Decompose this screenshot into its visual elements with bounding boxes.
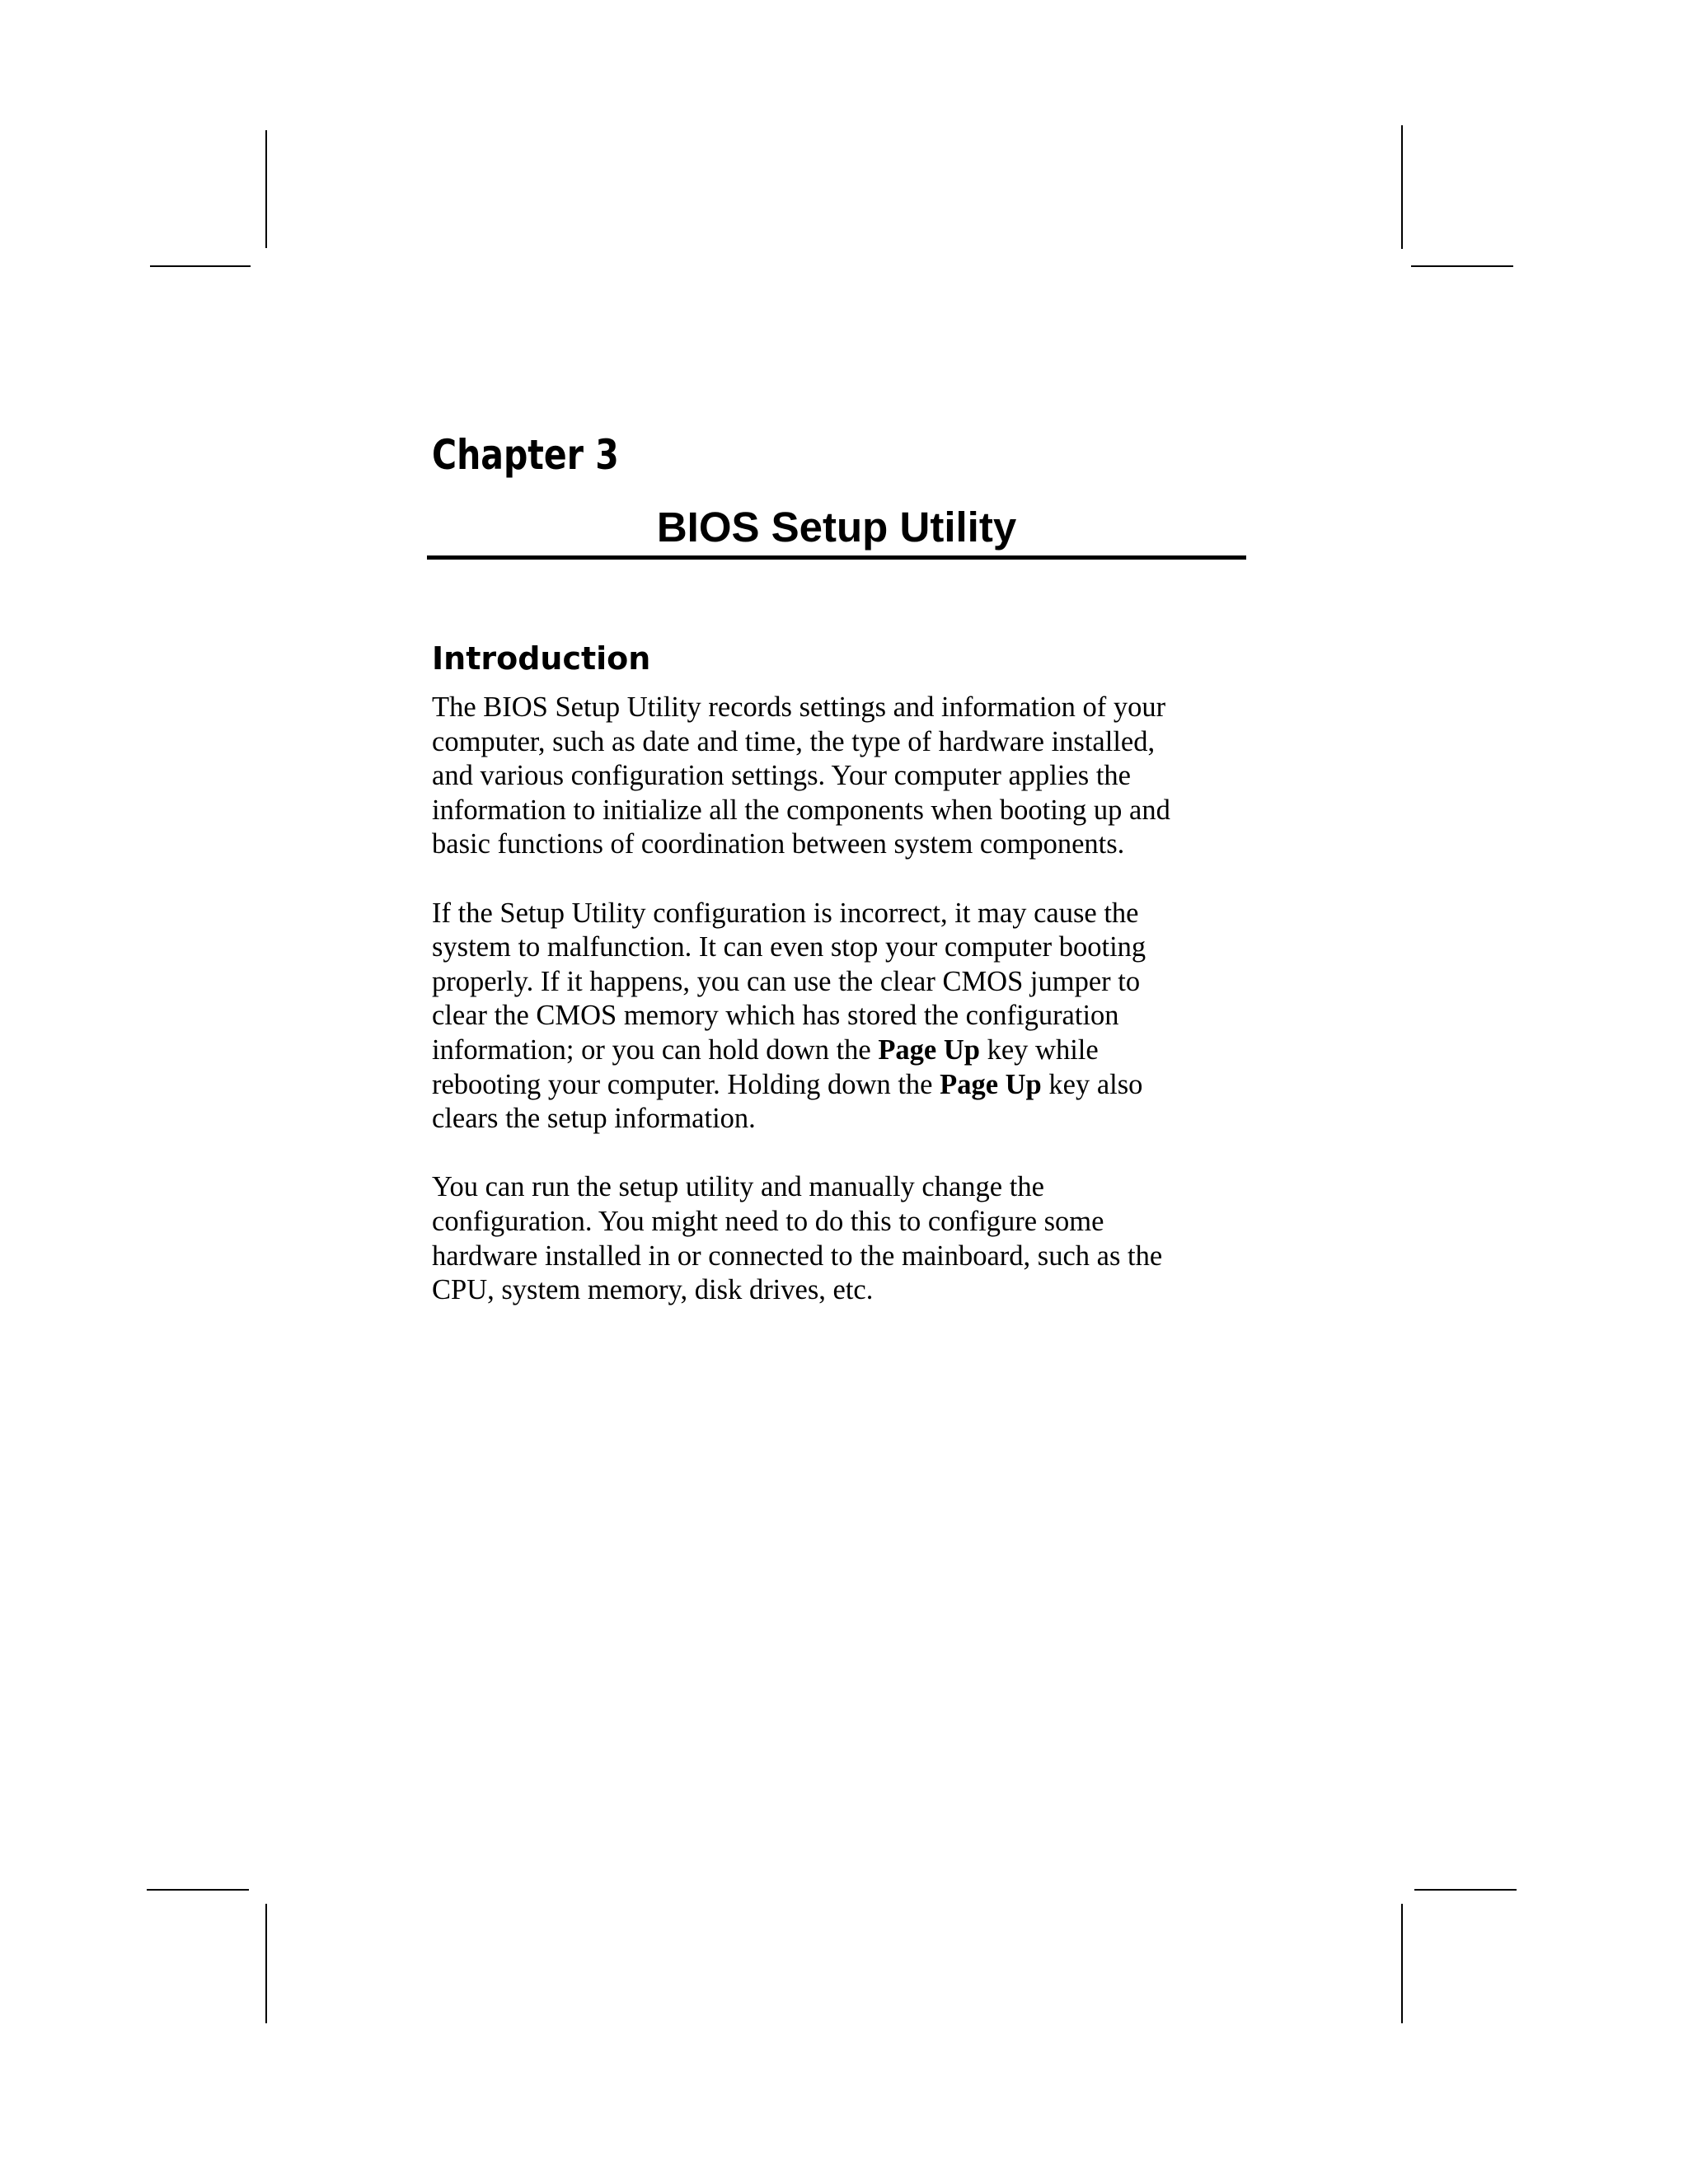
text-line xyxy=(432,1033,1256,1068)
paragraph-3 xyxy=(432,1170,1256,1307)
text-line: If the Setup Utility configuration is incorrect, it may cause the xyxy=(432,897,1139,929)
text-line: hardware installed in or connected to the mainboard, such as the xyxy=(432,1240,1163,1272)
crop-mark-top-left-horizontal xyxy=(150,265,251,267)
crop-mark-bottom-left-vertical xyxy=(265,1904,267,2023)
text-fragment: key also xyxy=(1041,1068,1143,1100)
crop-mark-bottom-left-horizontal xyxy=(147,1889,249,1891)
text-line: information to initialize all the components when booting up and xyxy=(432,794,1170,826)
text-fragment: key while xyxy=(979,1033,1099,1066)
crop-mark-bottom-right-vertical xyxy=(1401,1904,1403,2023)
text-line: CPU, system memory, disk drives, etc. xyxy=(432,1274,874,1306)
crop-mark-top-right-horizontal xyxy=(1411,265,1513,267)
text-line: clear the CMOS memory which has stored the configuration xyxy=(432,1000,1119,1032)
chapter-label: Chapter 3 xyxy=(432,431,619,479)
key-name-page-up: Page Up xyxy=(878,1033,980,1066)
key-name-page-up: Page Up xyxy=(940,1068,1042,1100)
text-fragment: rebooting your computer. Holding down the xyxy=(432,1068,940,1100)
text-line: You can run the setup utility and manually change the xyxy=(432,1171,1044,1203)
title-underline-rule xyxy=(427,555,1246,560)
chapter-title: BIOS Setup Utility xyxy=(656,504,1017,551)
text-line: basic functions of coordination between system components. xyxy=(432,828,1125,860)
section-heading: Introduction xyxy=(432,640,651,677)
crop-mark-bottom-right-horizontal xyxy=(1414,1889,1517,1891)
text-line: clears the setup information. xyxy=(432,1103,756,1135)
crop-mark-top-right-vertical xyxy=(1401,125,1403,249)
text-line xyxy=(432,1068,1256,1103)
text-line: and various configuration settings. Your computer applies the xyxy=(432,760,1131,792)
text-line: system to malfunction. It can even stop your computer booting xyxy=(432,931,1146,963)
text-line: The BIOS Setup Utility records settings and information of your xyxy=(432,691,1166,723)
text-line: computer, such as date and time, the type of hardware installed, xyxy=(432,725,1156,757)
text-line: properly. If it happens, you can use the clear CMOS jumper to xyxy=(432,965,1141,997)
paragraph-1 xyxy=(432,691,1256,862)
paragraph-2 xyxy=(432,897,1256,1137)
text-line: configuration. You might need to do this to configure some xyxy=(432,1205,1104,1237)
body-text xyxy=(432,691,1256,1342)
text-fragment: information; or you can hold down the xyxy=(432,1033,879,1066)
crop-mark-top-left-vertical xyxy=(265,130,267,248)
